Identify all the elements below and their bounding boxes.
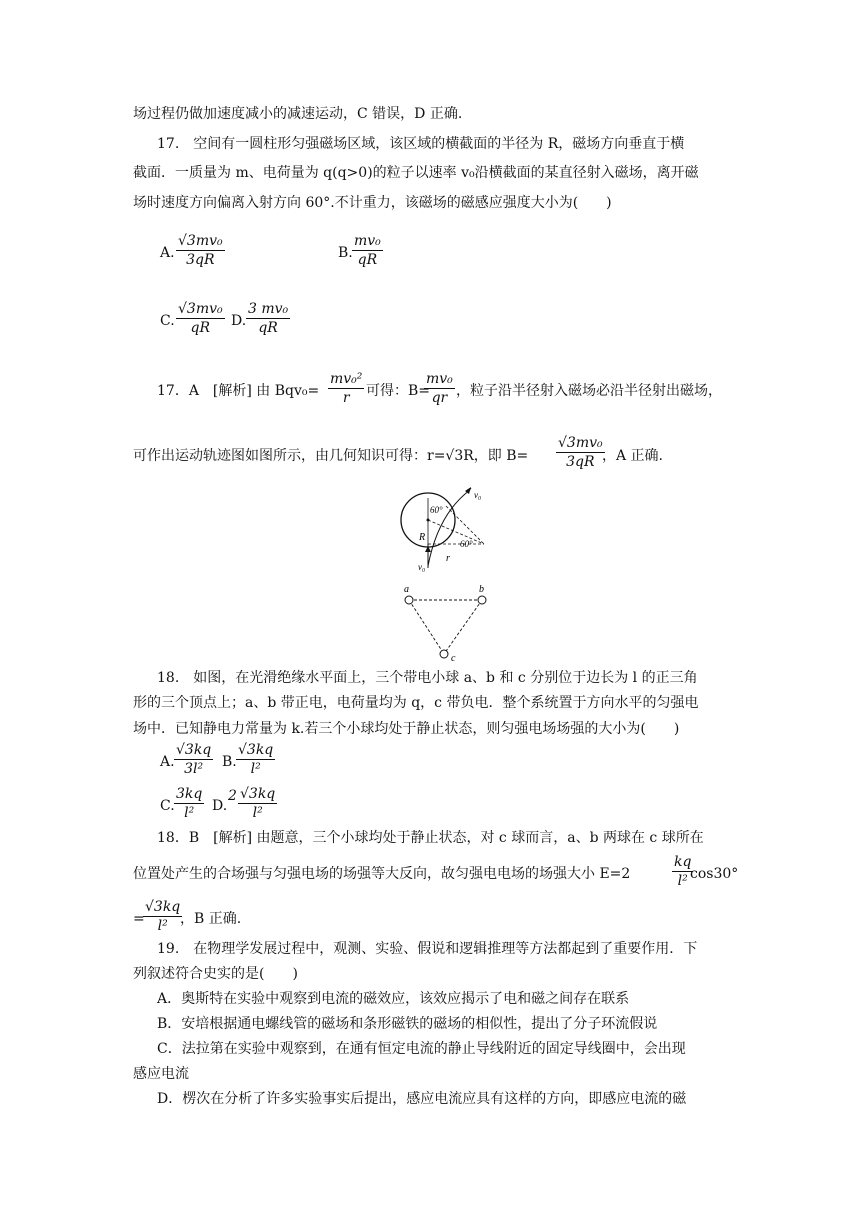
q18-option-d-label: D. xyxy=(212,798,228,814)
denominator: 3qR xyxy=(566,454,595,470)
q18-option-d-fraction xyxy=(238,785,277,822)
denominator: l² xyxy=(250,761,261,777)
ball-c xyxy=(440,650,448,658)
denominator: qr xyxy=(431,390,448,406)
numerator: √3kq xyxy=(240,786,276,802)
label-b: b xyxy=(479,584,484,595)
q17-line-3: 场时速度方向偏离入射方向 60°.不计重力，该磁场的磁感应强度大小为( ) xyxy=(133,195,612,211)
numerator: √3kq xyxy=(145,899,181,915)
q18-option-b-label: B. xyxy=(222,754,237,770)
denominator: l² xyxy=(184,805,195,821)
denominator: 3qR xyxy=(186,252,215,268)
label-v0-top: v₀ xyxy=(474,490,482,500)
q19-option-b: B．安培根据通电螺线管的磁场和条形磁铁的磁场的相似性，提出了分子环流假说 xyxy=(157,1016,658,1032)
denominator: qR xyxy=(357,252,378,268)
numerator: mv₀ xyxy=(426,371,453,387)
q19-line-2: 列叙述符合史实的是( ) xyxy=(133,966,298,982)
side-bc xyxy=(444,600,482,654)
denominator: l² xyxy=(157,918,168,934)
a18-line-2-suffix: cos30° xyxy=(690,866,739,882)
denominator: l² xyxy=(252,805,263,821)
circle-center xyxy=(427,519,430,522)
label-c: c xyxy=(451,653,456,662)
label-R: R xyxy=(419,532,426,543)
a17-prefix: 17．A [解析] 由 Bqv₀= xyxy=(157,383,320,399)
q17-option-a-fraction xyxy=(176,232,225,269)
a17-fraction-1 xyxy=(328,370,364,407)
q17-line-2: 截面．一质量为 m、电荷量为 q(q>0)的粒子以速率 v₀沿横截面的某直径射入磁场，离开磁 xyxy=(133,165,699,181)
a18-fraction-2 xyxy=(143,898,182,935)
triangle-figure xyxy=(398,582,492,662)
q17-option-d-fraction xyxy=(246,300,290,337)
ball-b xyxy=(478,596,486,604)
label-a: a xyxy=(404,584,409,595)
denominator: r xyxy=(342,390,350,406)
a18-line-3-suffix: ，B 正确. xyxy=(180,911,242,927)
q18-option-c-fraction xyxy=(174,785,204,822)
numerator: kq xyxy=(674,854,692,870)
numerator: √3mv₀ xyxy=(178,233,223,249)
q18-line-3: 场中．已知静电力常量为 k.若三个小球均处于静止状态，则匀强电场场强的大小为( ) xyxy=(133,721,680,737)
q18-line-2: 形的三个顶点上；a、b 带正电，电荷量均为 q，c 带负电．整个系统置于方向水平的匀强电 xyxy=(133,695,699,711)
numerator: 3 mv₀ xyxy=(248,301,289,317)
a18-line-1: 18．B [解析] 由题意，三个小球均处于静止状态，对 c 球而言，a、b 两球在 c 球所在 xyxy=(157,830,704,846)
a18-line-3-prefix: = xyxy=(133,911,145,927)
q18-option-b-fraction xyxy=(236,741,275,778)
label-r: r xyxy=(446,553,450,564)
q18-option-d-coefficient: 2 xyxy=(228,788,237,804)
denominator: qR xyxy=(190,320,211,336)
q18-option-c-label: C. xyxy=(160,798,175,814)
numerator: √3kq xyxy=(176,742,212,758)
q19-line-1: 19. 在物理学发展过程中，观测、实验、假说和逻辑推理等方法都起到了重要作用．下 xyxy=(157,941,698,957)
q17-option-a-label: A. xyxy=(160,245,175,261)
label-angle-right: 60° xyxy=(460,539,473,549)
dashed-radius-line xyxy=(428,520,484,544)
numerator: √3kq xyxy=(238,742,274,758)
a17-line-2: 可作出运动轨迹图如图所示，由几何知识可得：r=√3R，即 B= xyxy=(133,448,529,464)
denominator: 3l² xyxy=(184,761,204,777)
numerator: √3mv₀ xyxy=(558,435,603,451)
q19-option-c-line-1: C．法拉第在实验中观察到，在通有恒定电流的静止导线附近的固定导线圈中，会出现 xyxy=(157,1041,686,1057)
trajectory-figure xyxy=(392,484,492,574)
q19-option-a: A．奥斯特在实验中观察到电流的磁效应，该效应揭示了电和磁之间存在联系 xyxy=(157,991,630,1007)
q18-option-a-label: A. xyxy=(160,754,175,770)
prev-answer-tail: 场过程仍做加速度减小的减速运动，C 错误，D 正确. xyxy=(133,106,463,122)
q17-line-1: 17. 空间有一圆柱形匀强磁场区域，该区域的横截面的半径为 R，磁场方向垂直于横 xyxy=(157,136,685,152)
a17-line-1 xyxy=(157,381,319,401)
denominator: qR xyxy=(258,320,278,336)
a18-line-2: 位置处产生的合场强与匀强电场的场强等大反向，故匀强电电场的场强大小 E=2 xyxy=(133,866,631,882)
q18-line-1: 18. 如图，在光滑绝缘水平面上，三个带电小球 a、b 和 c 分别位于边长为 l 的正三角 xyxy=(157,670,698,686)
q18-option-a-fraction xyxy=(174,741,213,778)
a17-fraction-3 xyxy=(556,434,605,471)
a17-line-2-suffix: ，A 正确. xyxy=(602,448,664,464)
numerator: mv₀² xyxy=(330,371,363,387)
label-v0-bottom: v₀ xyxy=(418,562,426,572)
q19-option-d-line-1: D．楞次在分析了许多实验事实后提出，感应电流应具有这样的方向，即感应电流的磁 xyxy=(157,1091,687,1107)
q17-option-b-label: B. xyxy=(338,245,353,261)
label-angle-top: 60° xyxy=(430,505,443,515)
a17-suffix: ，粒子沿半径射入磁场必沿半径射出磁场， xyxy=(456,383,722,399)
a17-fraction-2 xyxy=(424,370,455,407)
side-ac xyxy=(409,600,444,654)
q17-option-b-fraction xyxy=(352,232,383,269)
numerator: 3kq xyxy=(176,786,203,802)
ball-a xyxy=(405,596,413,604)
numerator: √3mv₀ xyxy=(178,301,223,317)
q17-option-d-label: D. xyxy=(231,313,247,329)
q17-option-c-fraction xyxy=(176,300,225,337)
denominator: l² xyxy=(677,873,688,889)
q17-option-c-label: C. xyxy=(160,313,175,329)
numerator: mv₀ xyxy=(354,233,381,249)
q19-option-c-line-2: 感应电流 xyxy=(133,1066,189,1082)
a17-middle: 可得：B= xyxy=(366,383,431,399)
